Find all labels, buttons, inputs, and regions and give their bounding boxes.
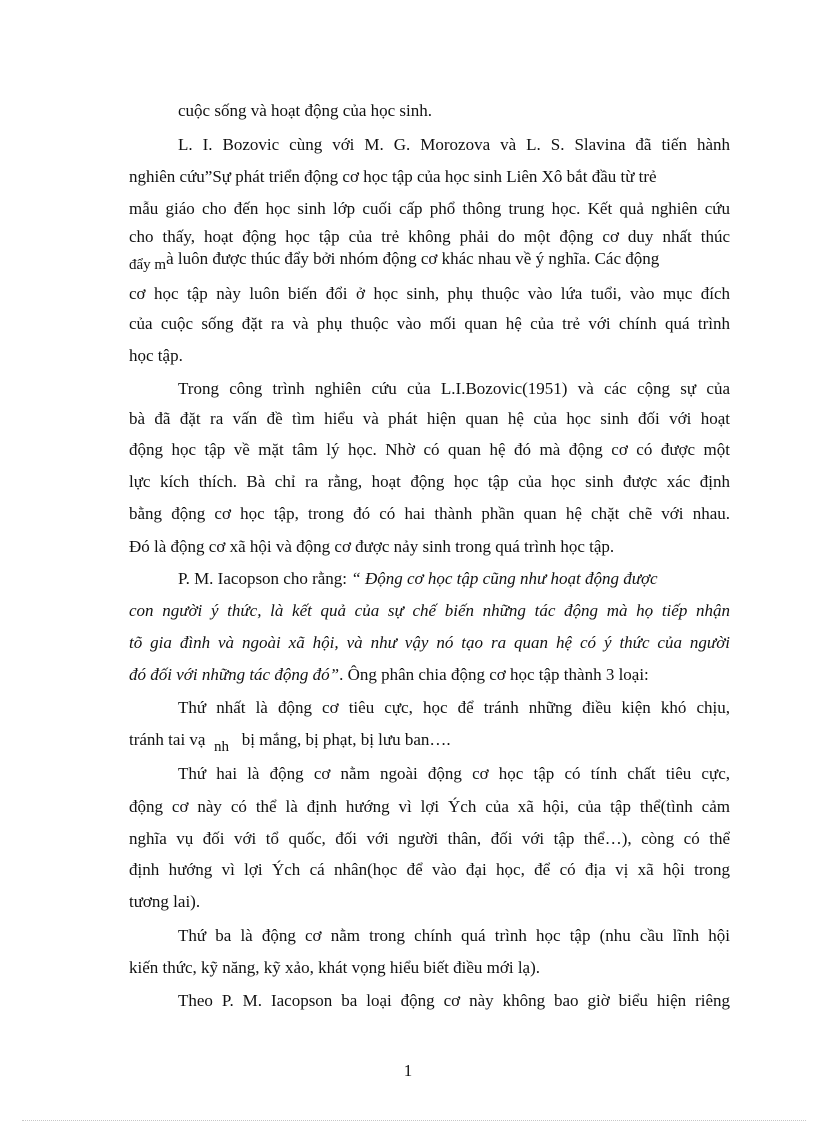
text-line [129,166,730,188]
text-line: tương lai). [129,892,201,911]
text-fragment: nghiên cứu [129,167,205,186]
quote-fragment: đó đối với những tác động đó” [129,665,340,684]
text-fragment: nh [213,739,229,755]
text-line: Thứ ba là động cơ nằm trong chính quá trình học tập (nhu cầu lĩnh hội [178,926,730,945]
text-line: mẫu giáo cho đến học sinh lớp cuối cấp phổ thông trung học. Kết quả nghiên cứu [129,199,730,218]
text-line: bà đã đặt ra vấn đề tìm hiểu và phát hiện quan hệ của học sinh đối với hoạt [129,409,730,428]
text-line: Thứ nhất là động cơ tiêu cực, học để tránh những điều kiện khó chịu, [178,698,730,717]
text-fragment: à luôn được thúc đẩy bởi nhóm động cơ khác nhau về ý nghĩa. Các động [166,249,660,268]
text-line: động cơ này có thể là định hướng vì lợi Ých của xã hội, của tập thể(tình cảm [129,797,730,816]
text-line: của cuộc sống đặt ra và phụ thuộc vào mối quan hệ của trẻ với chính quá trình [129,314,730,333]
text-fragment: đẩy m [129,257,167,273]
text-line: bằng động cơ học tập, trong đó có hai thành phần quan hệ chặt chẽ với nhau. [129,504,730,523]
text-line [178,568,730,590]
text-fragment: bị mắng, bị phạt, bị lưu ban…. [241,730,451,749]
quote-fragment: “ Động cơ học tập cũng như hoạt động được [351,569,658,588]
text-line: cuộc sống và hoạt động của học sinh. [178,101,432,120]
text-fragment: P. M. Iacopson cho rằng: [178,569,352,588]
text-line: lực kích thích. Bà chỉ ra rằng, hoạt động học tập của học sinh được xác định [129,472,730,491]
quote-line: con người ý thức, là kết quả của sự chế biến những tác động mà họ tiếp nhận [129,601,730,620]
text-line: nghĩa vụ đối với tổ quốc, đối với người thân, đối với tập thể…), còng có thể [129,829,730,848]
text-fragment: ”Sự phát triển động cơ học tập của học sinh Liên Xô bắt đầu từ trẻ [204,167,657,186]
page-bottom-divider [22,1120,806,1121]
text-line: L. I. Bozovic cùng với M. G. Morozova và L. S. Slavina đã tiến hành [178,135,730,154]
text-line: Trong công trình nghiên cứu của L.I.Bozovic(1951) và các cộng sự của [178,379,730,398]
text-line: động học tập về mặt tâm lý học. Nhờ có quan hệ đó mà động cơ có được một [129,440,730,459]
text-line: Theo P. M. Iacopson ba loại động cơ này không bao giờ biểu hiện riêng [178,991,730,1010]
text-line: kiến thức, kỹ năng, kỹ xảo, khát vọng hiểu biết điều mới lạ). [129,958,541,977]
quote-line: tõ gia đình và ngoài xã hội, và như vậy nó tạo ra quan hệ có ý thức của người [129,633,730,652]
text-line: học tập. [129,346,183,365]
text-line: Đó là động cơ xã hội và động cơ được nảy sinh trong quá trình học tập. [129,537,615,556]
text-line: cho thấy, hoạt động học tập của trẻ không phải do một động cơ duy nhất thúc [129,227,730,246]
text-line: cơ học tập này luôn biến đổi ở học sinh, phụ thuộc vào lứa tuổi, vào mục đích [129,284,730,303]
text-line [129,729,730,755]
text-line: Thứ hai là động cơ nằm ngoài động cơ học tập có tính chất tiêu cực, [178,764,730,783]
text-fragment: tránh tai vạ [129,730,206,749]
text-fragment: . Ông phân chia động cơ học tập thành 3 loại: [339,665,649,684]
text-line: định hướng vì lợi Ých cá nhân(học để vào đại học, để có địa vị xã hội trong [129,860,730,879]
text-line [129,664,730,686]
text-line [129,248,730,271]
page-number: 1 [403,1061,413,1080]
